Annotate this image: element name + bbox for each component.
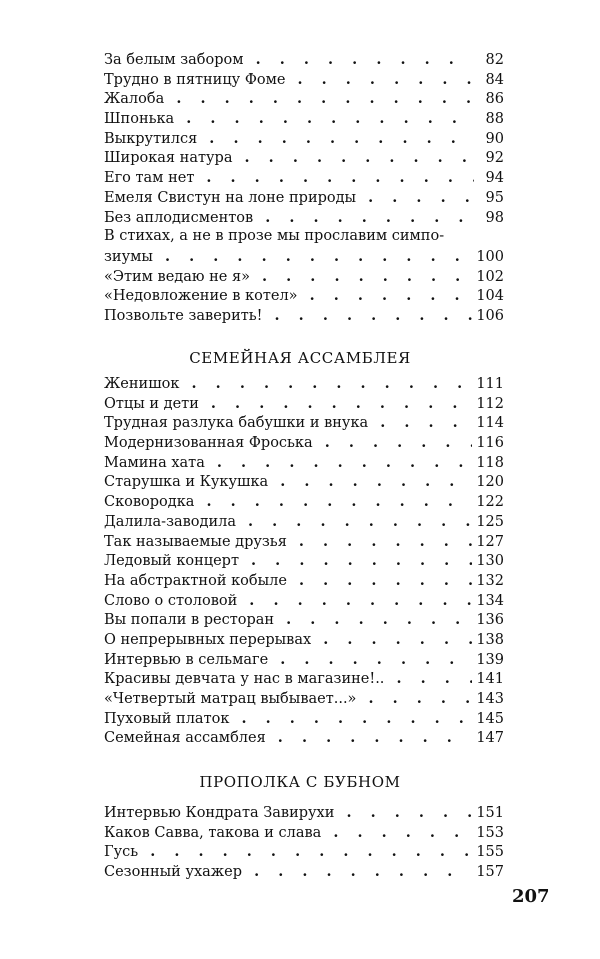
section-heading: СЕМЕЙНАЯ АССАМБЛЕЯ [189, 349, 411, 367]
toc-entry [104, 862, 504, 882]
dot-leader [142, 842, 472, 862]
toc-entry [104, 669, 504, 689]
toc-entry [104, 129, 504, 149]
toc-entry [104, 168, 504, 188]
dot-leader [325, 823, 472, 843]
toc-entry-title: Позвольте заверить! [104, 307, 263, 324]
toc-entry-page: 134 [476, 592, 504, 609]
toc-entry-page: 125 [476, 513, 504, 530]
toc-entry [104, 709, 504, 729]
toc-entry [104, 803, 504, 823]
toc-entry-title: «Этим ведаю не я» [104, 268, 250, 285]
dot-leader [266, 306, 472, 326]
toc-entry [104, 286, 504, 306]
dot-leader [246, 862, 472, 882]
dot-leader [372, 413, 472, 433]
toc-entry [104, 571, 504, 591]
toc-entry-page: 143 [476, 691, 504, 707]
toc-entry-title: Шпонька [104, 111, 175, 128]
toc-entry [104, 689, 504, 709]
toc-entry-title: зиумы [104, 248, 153, 265]
toc-entry-page: 114 [476, 415, 504, 432]
toc-entry-title: Трудно в пятницу Фоме [104, 71, 286, 88]
dot-leader [257, 208, 474, 228]
toc-entry [104, 374, 504, 394]
toc-entry [104, 208, 504, 228]
toc-entry-title: Выкрутился [104, 130, 198, 147]
toc-entry-title: Его там нет [104, 170, 195, 187]
dot-leader [272, 650, 472, 670]
toc-entry-title: Красивы девчата у нас в магазине!.. [104, 671, 385, 688]
dot-leader [278, 610, 472, 630]
toc-entry-page: 88 [485, 111, 504, 128]
toc-entry-title: Жалоба [104, 91, 165, 108]
dot-leader [388, 669, 472, 689]
dot-leader [183, 374, 472, 394]
dot-leader [338, 803, 472, 823]
toc-entry-title: О непрерывных перерывах [104, 631, 312, 648]
dot-leader [254, 267, 472, 287]
toc-entry-title: Каков Савва, такова и слава [104, 824, 322, 841]
dot-leader [243, 551, 472, 571]
toc-entry [104, 394, 504, 414]
toc-entry-page: 145 [476, 710, 504, 727]
toc-section-3 [104, 803, 504, 882]
toc-entry-page: 147 [476, 730, 504, 747]
toc-entry-title: Сковородка [104, 494, 195, 511]
toc-entry-page: 106 [476, 307, 504, 324]
toc-entry [104, 610, 504, 630]
dot-leader [233, 709, 472, 729]
toc-entry [104, 472, 504, 492]
dot-leader [157, 247, 472, 267]
toc-entry-title: Сезонный ухажер [104, 864, 243, 881]
toc-entry [104, 50, 504, 70]
toc-entry-page: 155 [476, 844, 504, 861]
toc-entry-page: 130 [476, 553, 504, 570]
toc-entry-page: 116 [476, 435, 504, 452]
toc-entry-page: 122 [476, 494, 504, 511]
toc-entry-page: 138 [476, 631, 504, 648]
toc-entry-title: «Четвертый матрац выбывает...» [104, 691, 357, 707]
toc-entry-page: 94 [485, 170, 504, 187]
dot-leader [203, 394, 472, 414]
toc-entry-title: Интервью Кондрата Завирухи [104, 805, 335, 821]
dot-leader [270, 728, 473, 748]
dot-leader [236, 148, 474, 168]
toc-entry [104, 109, 504, 129]
toc-entry-page: 153 [476, 824, 504, 841]
toc-entry-page: 98 [485, 209, 504, 226]
dot-leader [272, 472, 472, 492]
toc-entry [104, 650, 504, 670]
toc-entry-title: Без аплодисментов [104, 209, 254, 226]
dot-leader [240, 512, 472, 532]
toc-entry-page: 90 [485, 130, 504, 147]
toc-entry-title: Вы попали в ресторан [104, 612, 275, 629]
toc-entry-title: Семейная ассамблея [104, 730, 266, 747]
toc-entry-title: На абстрактной кобыле [104, 572, 287, 589]
toc-entry-title: Отцы и дети [104, 395, 199, 412]
dot-leader [317, 433, 473, 453]
toc-entry-page: 104 [476, 288, 504, 305]
toc-entry-title: Интервью в сельмаге [104, 651, 269, 668]
toc-entry-page: 92 [485, 150, 504, 167]
toc-entry-title: Емеля Свистун на лоне природы [104, 189, 357, 206]
toc-entry-title: Трудная разлука бабушки и внука [104, 415, 369, 432]
toc-entry-page: 141 [476, 671, 504, 688]
toc-entry [104, 70, 504, 90]
toc-entry-page: 139 [476, 651, 504, 668]
toc-entry [104, 453, 504, 473]
toc-entry-page: 102 [476, 268, 504, 285]
toc-entry-page: 95 [485, 189, 504, 206]
toc-entry [104, 89, 504, 109]
toc-entry-title: Старушка и Кукушка [104, 474, 269, 491]
toc-entry-page: 120 [476, 474, 504, 491]
dot-leader [198, 492, 472, 512]
toc-entry-title: Широкая натура [104, 150, 233, 167]
dot-leader [209, 453, 472, 473]
toc-entry-page: 136 [476, 612, 504, 629]
dot-leader [241, 591, 472, 611]
toc-entry-page: 82 [485, 52, 504, 68]
toc-entry [104, 630, 504, 650]
toc-entry-title: Мамина хата [104, 454, 205, 471]
toc-entry-title: За белым забором [104, 52, 244, 68]
toc-entry-title: «Недовложение в котел» [104, 288, 298, 305]
toc-entry-title: В стихах, а не в прозе мы прославим симпо- [104, 228, 445, 245]
toc-entry-title: Так называемые друзья [104, 533, 287, 550]
dot-leader [291, 532, 472, 552]
dot-leader [289, 70, 474, 90]
toc-entry [104, 188, 504, 208]
toc-entry [104, 492, 504, 512]
toc-entry [104, 247, 504, 267]
toc-entry [104, 591, 504, 611]
toc-entry-page: 151 [476, 805, 504, 821]
dot-leader [291, 571, 472, 591]
toc-entry [104, 148, 504, 168]
section-heading: ПРОПОЛКА С БУБНОМ [199, 773, 401, 791]
dot-leader [360, 188, 474, 208]
toc-entry [104, 512, 504, 532]
toc-entry-wrapped-line [104, 227, 504, 247]
dot-leader [360, 689, 472, 709]
toc-section-1 [104, 50, 504, 326]
toc-entry [104, 306, 504, 326]
toc-entry-title: Ледовый концерт [104, 553, 239, 570]
toc-entry-page [448, 228, 452, 244]
toc-entry-title: Модернизованная Фроська [104, 435, 313, 452]
toc-entry-page: 132 [476, 572, 504, 589]
toc-entry-title: Гусь [104, 844, 139, 861]
toc-entry [104, 551, 504, 571]
toc-entry [104, 842, 504, 862]
dot-leader [302, 286, 473, 306]
dot-leader [198, 168, 474, 188]
toc-entry [104, 267, 504, 287]
toc-entry-page: 118 [476, 454, 504, 471]
toc-entry-page: 127 [476, 533, 504, 550]
toc-entry-page: 100 [476, 248, 504, 265]
toc-entry-title: Пуховый платок [104, 710, 230, 727]
toc-entry-page: 112 [476, 395, 504, 412]
toc-entry-title: Далила-заводила [104, 513, 236, 530]
page-number: 207 [512, 886, 550, 907]
toc-entry-title: Женишок [104, 376, 180, 392]
toc-section-2 [104, 374, 504, 748]
toc-entry [104, 728, 504, 748]
dot-leader [168, 89, 474, 109]
dot-leader [248, 50, 474, 70]
dot-leader [315, 630, 472, 650]
toc-entry [104, 532, 504, 552]
toc-entry [104, 413, 504, 433]
toc-entry-title: Слово о столовой [104, 592, 238, 609]
dot-leader [178, 109, 474, 129]
toc-entry [104, 823, 504, 843]
toc-entry-page: 111 [476, 376, 504, 392]
toc-entry-page: 157 [476, 864, 504, 881]
dot-leader [201, 129, 474, 149]
toc-entry-page: 84 [485, 71, 504, 88]
toc-entry [104, 433, 504, 453]
toc-entry-page: 86 [485, 91, 504, 108]
